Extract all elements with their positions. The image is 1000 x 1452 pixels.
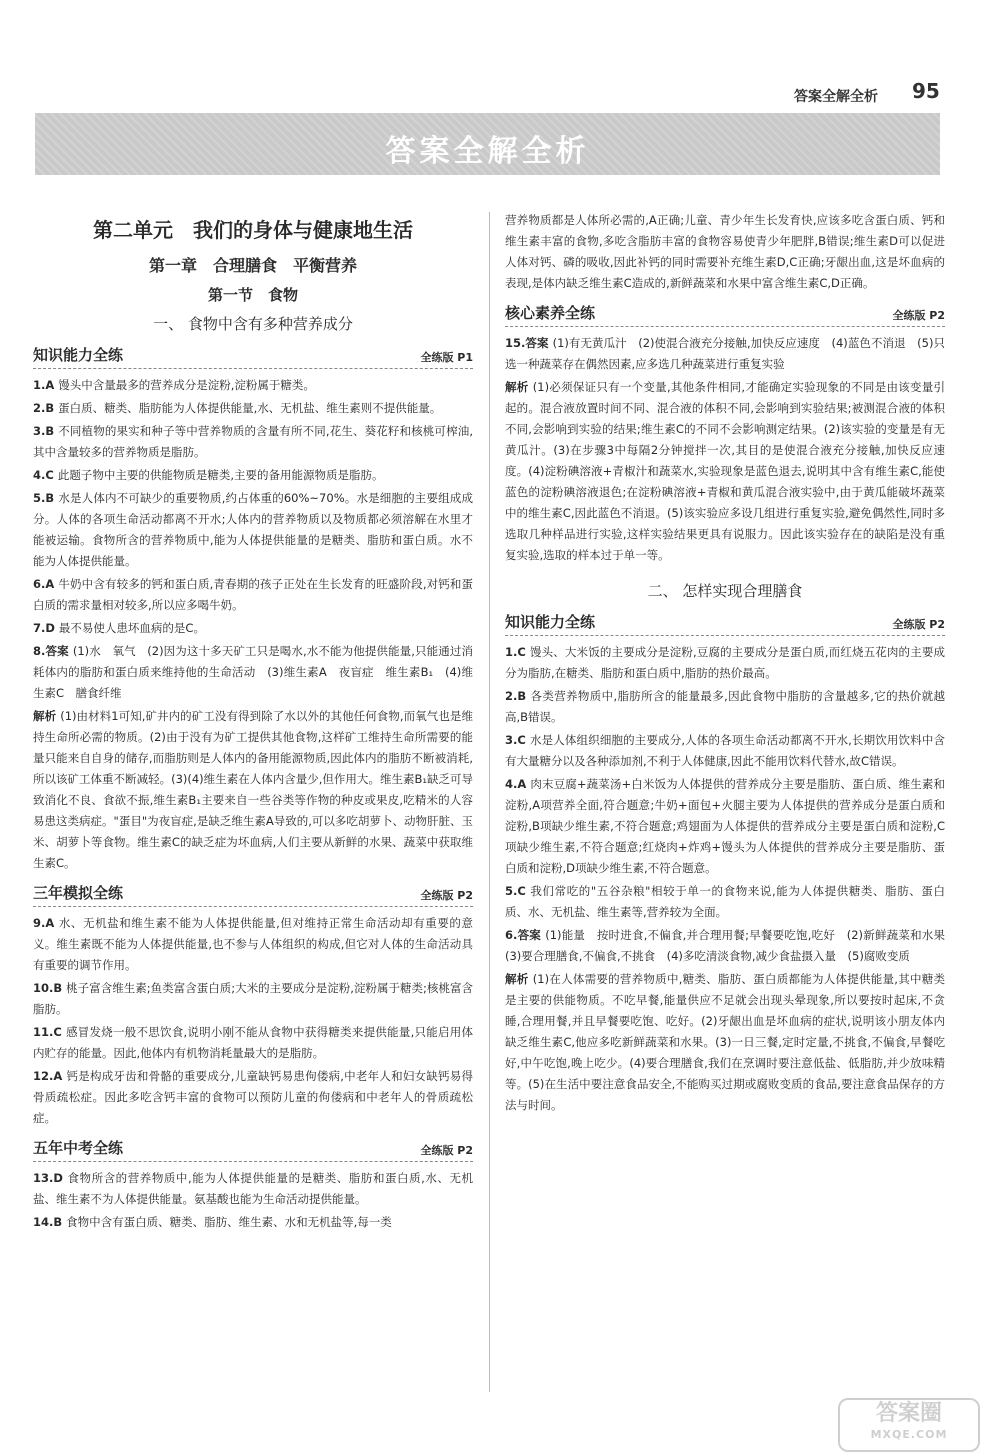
left-column: [33, 210, 473, 1235]
answer-entry: 15.答案 (1)有无黄瓜汁 (2)使混合液充分接触,加快反应速度 (4)蓝色不消退 (5)只选一种蔬菜存在偶然因素,应多选几种蔬菜进行重复实验: [505, 336, 945, 371]
watermark-line2: MXQE.COM: [870, 1428, 948, 1441]
answer-entry: 2.B 各类营养物质中,脂肪所含的能量最多,因此食物中脂肪的含量越多,它的热价就越高,B错误。: [505, 689, 946, 724]
page-number: 95: [912, 79, 940, 103]
section-label: 知识能力全练: [33, 346, 124, 364]
section-label: 核心素养全练: [505, 304, 596, 322]
right-column: [505, 210, 957, 1118]
section-header: [505, 611, 945, 636]
answer-entry: 7.D 最不易使人患坏血病的是C。: [33, 621, 205, 635]
answer-entry: 4.C 此题子物中主要的供能物质是糖类,主要的备用能源物质是脂肪。: [33, 468, 384, 482]
answer-entry: 解析 (1)由材料1可知,矿井内的矿工没有得到除了水以外的其他任何食物,而氧气也是维持生命所必需的物质。(2)由于没有为矿工提供其他食物,这样矿工维持生命所需要的能量只能来自自身的储存,而脂肪则是人体内的备用能源物质,因此体内的脂肪不断被消耗,所以该矿工体重不断减轻。(3)(4)维生素在人体内含量少,但作用大。维生素B₁缺乏可导致消化不良、食欲不振,维生素B₁主要来自一些谷类等作物的种皮或果皮,吃精米的人容易患这类病症。"蛋目"为夜盲症,是缺乏维生素A导致的,可以多吃胡萝卜、动物肝脏、玉米、胡萝卜等食物。维生素C的缺乏症为坏血病,人们主要从新鲜的水果、蔬菜中获取维生素C。: [33, 709, 473, 870]
watermark-line1: 答案圈: [875, 1401, 942, 1426]
section-tag: 全练版 P2: [420, 889, 473, 902]
banner-title: 答案全解全析: [385, 134, 590, 169]
answer-entry: 6.答案 (1)能量 按时进食,不偏食,并合理用餐;早餐要吃饱,吃好 (2)新鲜蔬菜和水果 (3)要合理膳食,不偏食,不挑食 (4)多吃清淡食物,减少食盐摄入量 (5)腐败变质: [505, 928, 957, 963]
section-title: 第一节 食物: [207, 286, 298, 304]
section-tag: 全练版 P2: [892, 309, 945, 322]
answer-entry: 10.B 桃子富含维生素;鱼类富含蛋白质;大米的主要成分是淀粉,淀粉属于糖类;核桃富含脂肪。: [33, 981, 473, 1016]
section-header: [505, 302, 945, 327]
answer-entry: 解析 (1)在人体需要的营养物质中,糖类、脂肪、蛋白质都能为人体提供能量,其中糖类是主要的供能物质。不吃早餐,能量供应不足就会出现头晕现象,所以要按时起床,不贪睡,合理用餐,并且早餐要吃饱、吃好。(2)牙龈出血是坏血病的症状,说明该小朋友体内缺乏维生素C,他应多吃新鲜蔬菜和水果。(3)一日三餐,定时定量,不挑食,不偏食,早餐吃好,中午吃饱,晚上吃少。(4)要合理膳食,我们在烹调时要注意低盐、低脂肪,并少放味精等。(5)在生活中要注意食品安全,不能购买过期或腐败变质的食品,要注意食品保存的方法与时间。: [505, 972, 945, 1112]
answer-entry: 12.A 钙是构成牙齿和骨骼的重要成分,儿童缺钙易患佝偻病,中老年人和妇女缺钙易得骨质疏松症。因此多吃含钙丰富的食物可以预防儿童的佝偻病和中老年人的骨质疏松症。: [33, 1069, 473, 1125]
unit-title: 第二单元 我们的身体与健康地生活: [93, 218, 413, 242]
section-tag: 全练版 P2: [892, 618, 945, 631]
core-literacy-block: [505, 302, 945, 566]
section-header: [33, 1137, 473, 1162]
answer-entry: 11.C 感冒发烧一般不思饮食,说明小刚不能从食物中获得糖类来提供能量,只能启用体内贮存的能量。因此,他体内有机物消耗量最大的是脂肪。: [33, 1025, 473, 1060]
answer-entry: 解析 (1)必须保证只有一个变量,其他条件相同,才能确定实验现象的不同是由该变量引起的。混合液放置时间不同、混合液的体积不同,会影响到实验结果;被测混合液的体积不同,会影响到实验的结果;维生素C的不同不会影响测定结果。(2)该实验的变量是有无黄瓜汁。(3)在步骤3中每隔2分钟搅拌一次,其目的是使混合液充分接触,加快反应速度。(4)淀粉碘溶液+青椒汁和蔬菜水,实验现象是蓝色退去,说明其中含有维生素C,能使蓝色的淀粉碘溶液退色;在淀粉碘溶液+青椒和黄瓜混合液实验中,由于黄瓜能破坏蔬菜中的维生素C,因此蓝色不消退。(5)该实验应多设几组进行重复实验,避免偶然性,同时多选取几种样品进行实验,这样实验结果更具有说服力。因此该实验存在的缺陷是没有重复实验,选取的样本过于单一等。: [505, 380, 945, 562]
subsection-title: 一、 食物中含有多种营养成分: [153, 315, 353, 333]
section-label: 知识能力全练: [505, 613, 596, 631]
answer-entry: 4.A 肉末豆腐+蔬菜汤+白米饭为人体提供的营养成分主要是脂肪、蛋白质、维生素和淀粉,A项营养全面,符合题意;牛奶+面包+火腿主要为人体提供的营养成分是蛋白质和淀粉,B项缺少维生素,不符合题意;鸡翅面为人体提供的营养成分主要是蛋白质和淀粉,C项缺少维生素,不符合题意;红烧肉+炸鸡+馒头为人体提供的营养成分主要是脂肪、蛋白质和淀粉,D项缺少维生素,不符合题意。: [505, 777, 945, 875]
answer-entry: 3.B 不同植物的果实和种子等中营养物质的含量有所不同,花生、葵花籽和核桃可榨油,其中含量较多的营养物质是脂肪。: [33, 424, 473, 459]
section-tag: 全练版 P1: [420, 351, 473, 364]
title-banner: [35, 113, 940, 175]
continued-paragraph: 营养物质都是人体所必需的,A正确;儿童、青少年生长发育快,应该多吃含蛋白质、钙和维生素丰富的食物,多吃含脂肪丰富的食物容易使青少年肥胖,B错误;维生素D可以促进人体对钙、磷的吸收,因此补钙的同时需要补充维生素D,C正确;牙龈出血,这是坏血病的表现,是体内缺乏维生素C造成的,新鲜蔬菜和水果中富含维生素C,D正确。: [505, 213, 945, 290]
section-header: [33, 344, 473, 369]
answer-entry: 5.C 我们常吃的"五谷杂粮"相较于单一的食物来说,能为人体提供糖类、脂肪、蛋白质、水、无机盐、维生素等,营养较为全面。: [505, 884, 945, 919]
left-blocks: [33, 344, 473, 1233]
section-tag: 全练版 P2: [420, 1144, 473, 1157]
column-divider: [489, 212, 490, 1392]
answer-entry: 9.A 水、无机盐和维生素不能为人体提供能量,但对维持正常生命活动却有重要的意义。维生素既不能为人体提供能量,也不参与人体组织的构成,但它对人体的生命活动具有重要的调节作用。: [33, 916, 474, 972]
answer-entry: 3.C 水是人体组织细胞的主要成分,人体的各项生命活动都离不开水,长期饮用饮料中含有大量糖分以及各种添加剂,不利于人体健康,因此不能用饮料代替水,故C错误。: [505, 733, 945, 768]
section-label: 三年模拟全练: [33, 884, 124, 902]
section-label: 五年中考全练: [33, 1139, 124, 1157]
section-header: [33, 882, 473, 907]
chapter-title: 第一章 合理膳食 平衡营养: [148, 256, 357, 275]
answer-entry: 1.A 馒头中含量最多的营养成分是淀粉,淀粉属于糖类。: [33, 378, 315, 392]
answer-entry: 13.D 食物所含的营养物质中,能为人体提供能量的是糖类、脂肪和蛋白质,水、无机盐、维生素不为人体提供能量。氨基酸也能为生命活动提供能量。: [33, 1171, 474, 1206]
watermark-logo: [838, 1398, 980, 1452]
knowledge-block-2: [505, 611, 957, 1116]
answer-entry: 8.答案 (1)水 氧气 (2)因为这十多天矿工只是喝水,水不能为他提供能量,只能通过消耗体内的脂肪和蛋白质来维持他的生命活动 (3)维生素A 夜盲症 维生素B₁ (4)维生素C 膳食纤维: [33, 644, 474, 700]
answer-entry: 14.B 食物中含有蛋白质、糖类、脂肪、维生素、水和无机盐等,每一类: [33, 1215, 392, 1229]
answer-entry: 6.A 牛奶中含有较多的钙和蛋白质,青春期的孩子正处在生长发育的旺盛阶段,对钙和蛋白质的需求量相对较多,所以应多喝牛奶。: [33, 577, 474, 612]
answer-entry: 5.B 水是人体内不可缺少的重要物质,约占体重的60%~70%。水是细胞的主要组成成分。人体的各项生命活动都离不开水;人体内的营养物质以及物质都必须溶解在水里才能被运输。食物所含的营养物质中,能为人体提供能量的是糖类、脂肪和蛋白质。水不能为人体提供能量。: [33, 491, 473, 568]
answer-entry: 1.C 馒头、大米饭的主要成分是淀粉,豆腐的主要成分是蛋白质,而红烧五花肉的主要成分为脂肪,在糖类、脂肪和蛋白质中,脂肪的热价最高。: [505, 645, 945, 680]
header-label: 答案全解全析: [794, 89, 878, 105]
subsection-title-2: 二、 怎样实现合理膳食: [647, 582, 803, 600]
answer-entry: 2.B 蛋白质、糖类、脂肪能为人体提供能量,水、无机盐、维生素则不提供能量。: [33, 401, 442, 415]
